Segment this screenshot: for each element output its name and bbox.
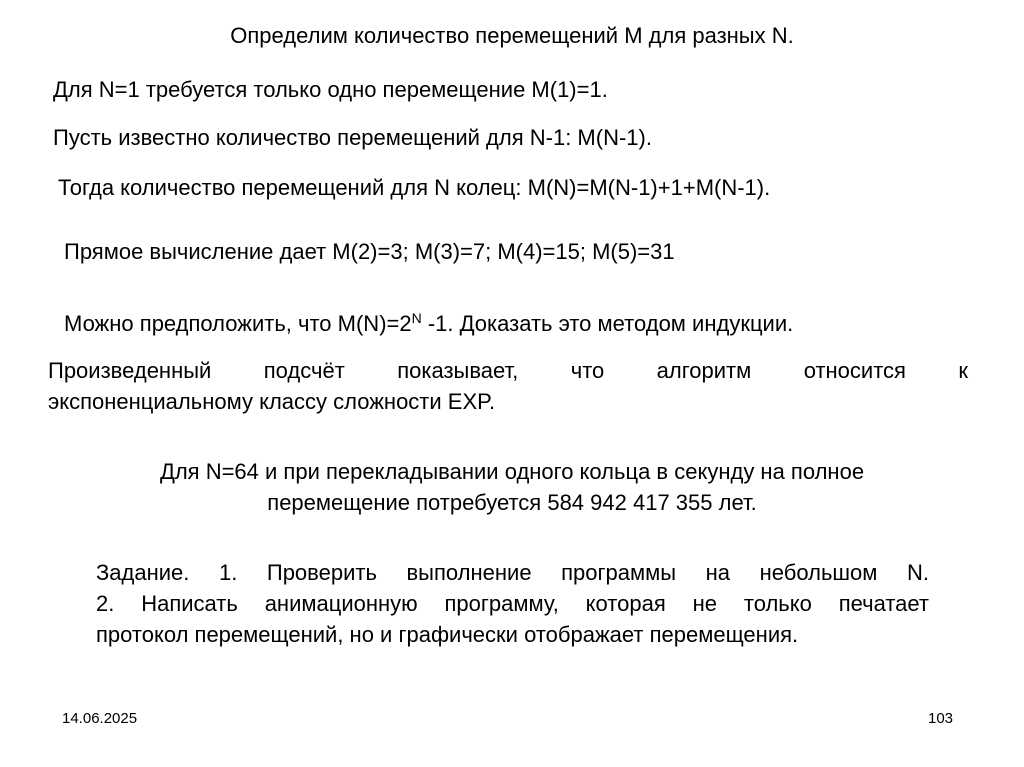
complexity-paragraph (48, 355, 968, 417)
n64-line-2: перемещение потребуется 584 942 417 355 лет. (267, 490, 757, 515)
task-paragraph (96, 557, 929, 650)
line-assume: Пусть известно количество перемещений для N-1: M(N-1). (53, 125, 652, 150)
n64-line-1: Для N=64 и при перекладывании одного кольца в секунду на полное (159, 459, 865, 484)
complexity-line-2: экспоненциальному классу сложности EXP. (48, 389, 496, 414)
task-line-1: Задание. 1. Проверить выполнение программы на небольшом N. (96, 560, 929, 585)
hypothesis-text: Можно предположить, что M(N)=2 (64, 311, 412, 336)
footer-date: 14.06.2025 (62, 710, 138, 727)
task-line-3: протокол перемещений, но и графически отображает перемещения. (96, 622, 799, 647)
line-hypothesis (64, 310, 793, 338)
hypothesis-exponent: N (411, 310, 422, 326)
line-n1: Для N=1 требуется только одно перемещение M(1)=1. (53, 77, 608, 102)
complexity-line-1: Произведенный подсчёт показывает, что алгоритм относится к (48, 358, 968, 383)
line-direct-computation: Прямое вычисление дает M(2)=3; M(3)=7; M(4)=15; M(5)=31 (64, 239, 675, 264)
footer-page-number: 103 (928, 710, 954, 727)
task-line-2: 2. Написать анимационную программу, которая не только печатает (96, 591, 929, 616)
n64-paragraph (0, 456, 1024, 518)
line-recurrence: Тогда количество перемещений для N колец: M(N)=M(N-1)+1+M(N-1). (58, 175, 771, 200)
hypothesis-text-end: -1. Доказать это методом индукции. (421, 311, 794, 336)
slide-title: Определим количество перемещений M для разных N. (230, 23, 794, 48)
